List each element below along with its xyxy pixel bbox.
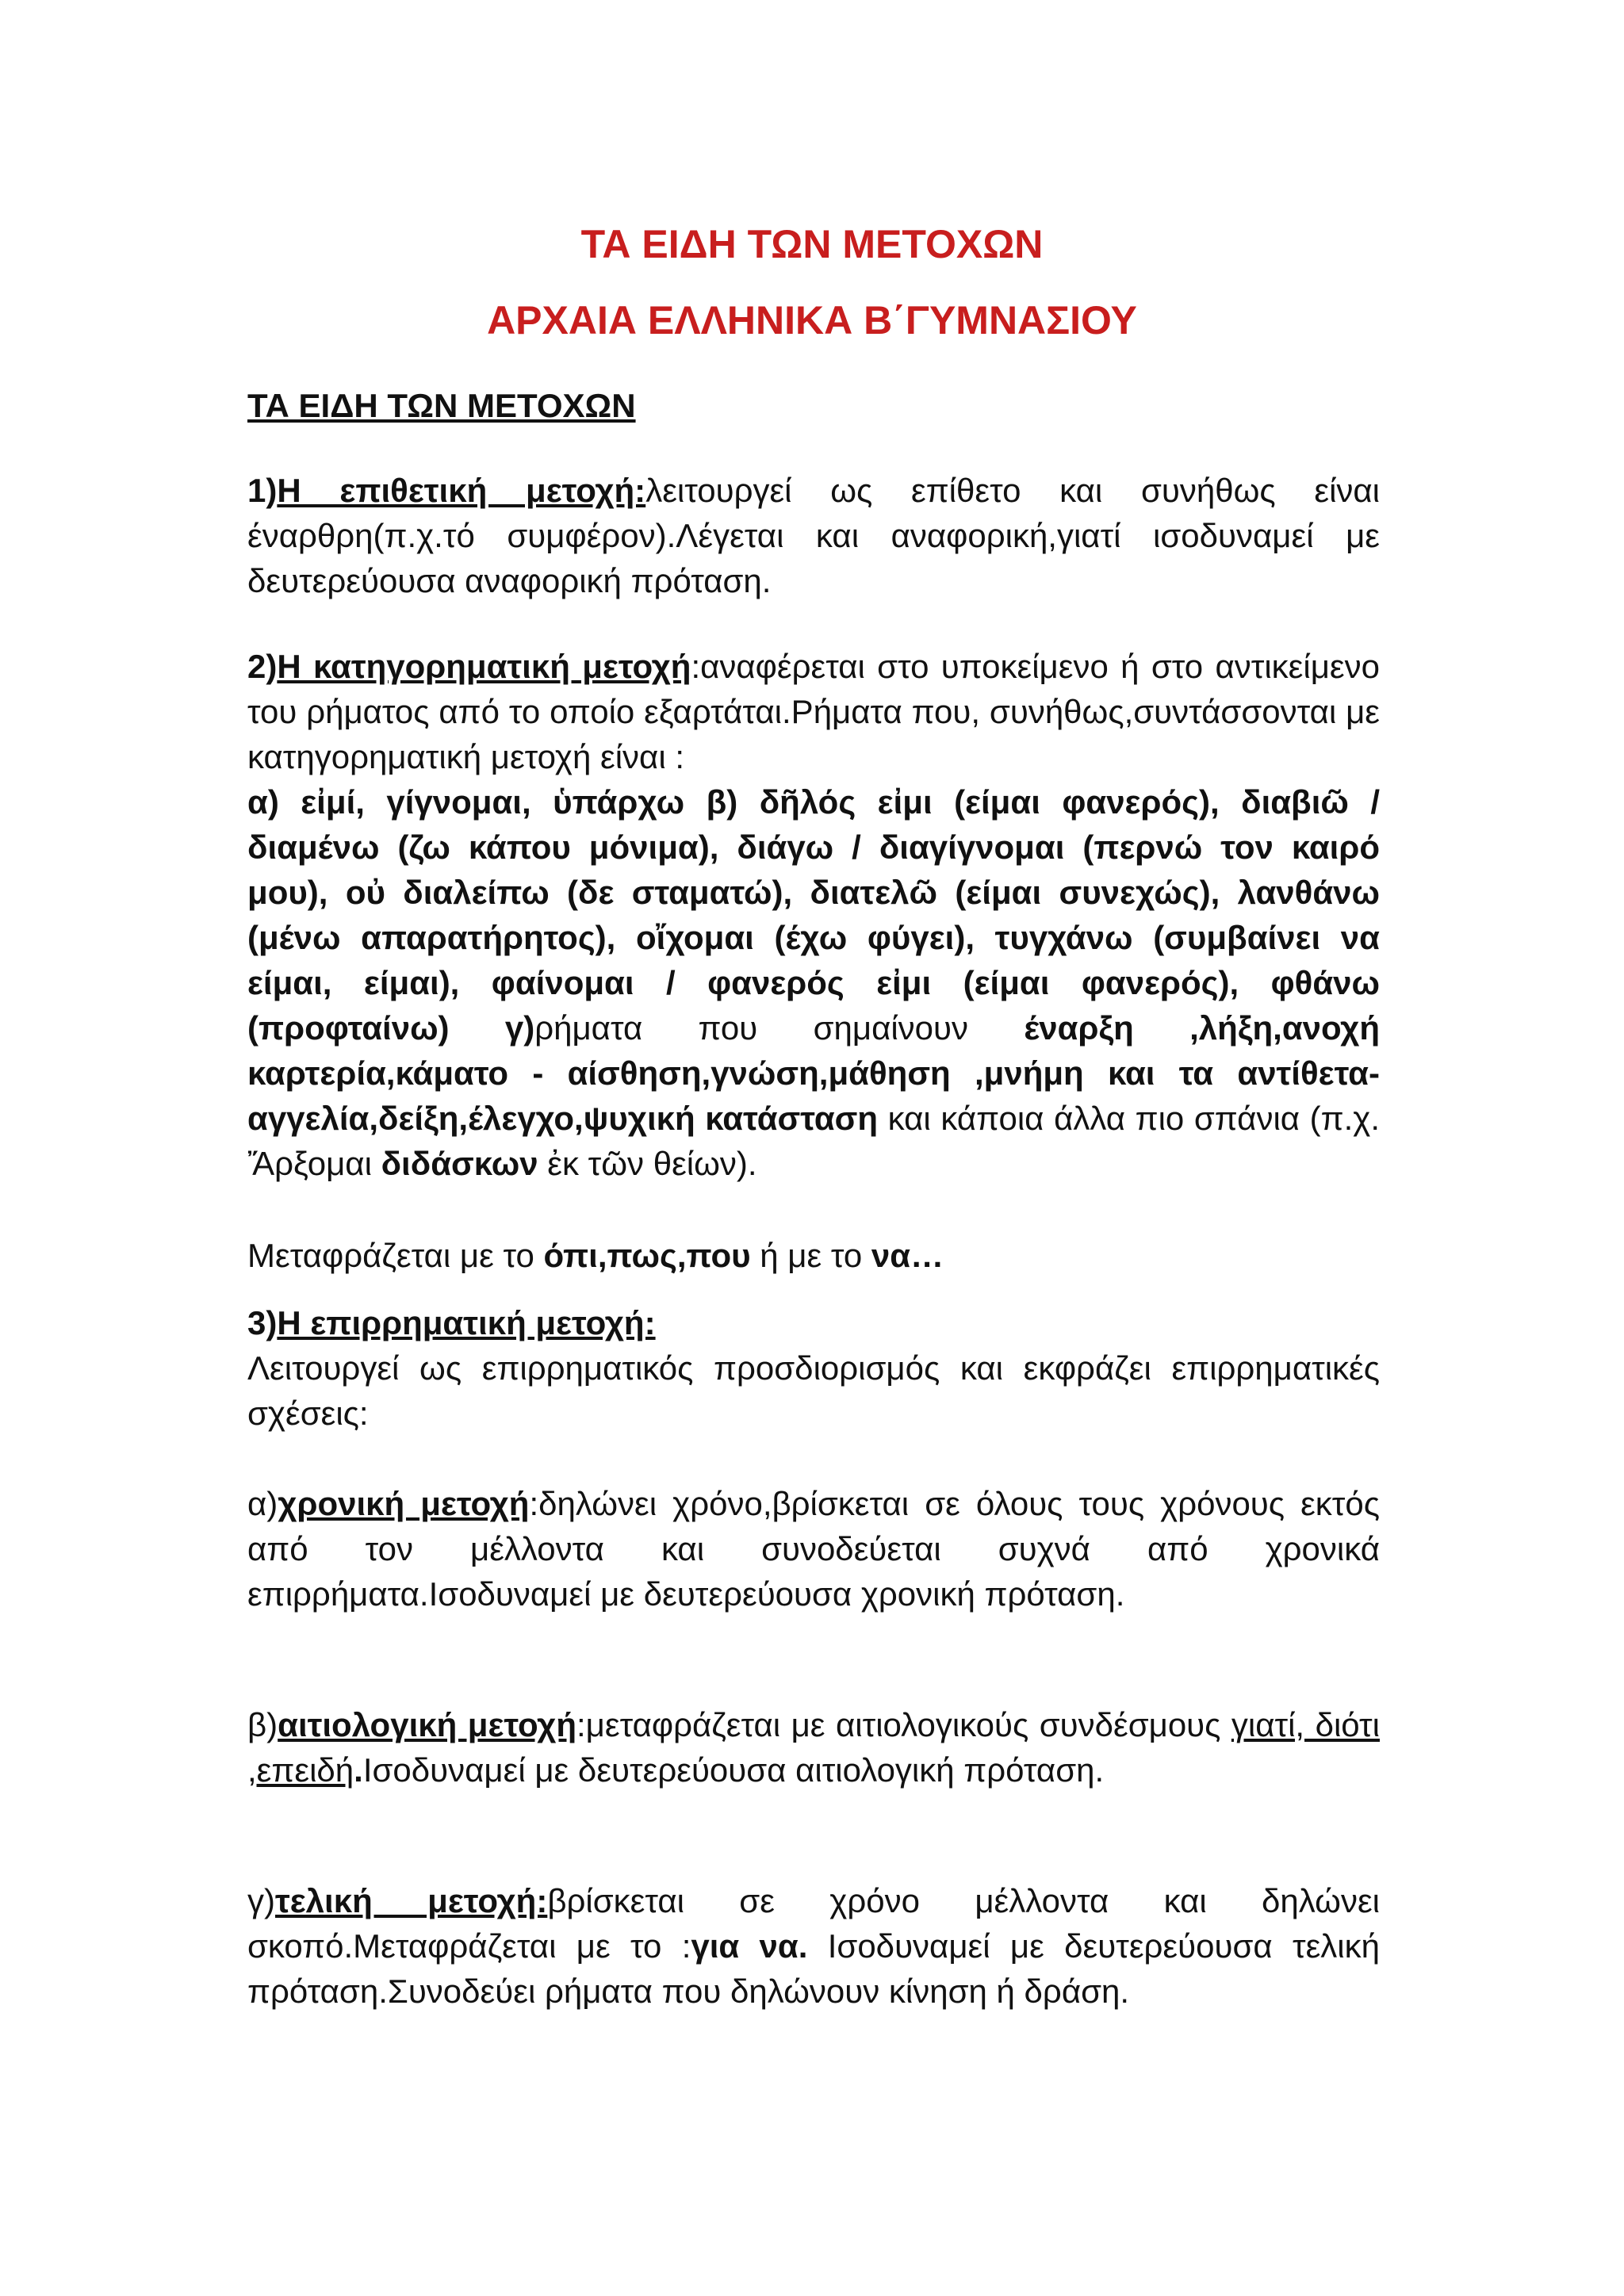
translation-na: να… [871,1237,944,1274]
verb-list [247,779,1380,1186]
section-heading: ΤΑ ΕΙΔΗ ΤΩΝ ΜΕΤΟΧΩΝ [247,387,636,424]
paragraph-text: :μεταφράζεται με αιτιολογικούς συνδέσμους [576,1706,1231,1743]
paragraph-text: λειτουργεί ως επίθετο και συνήθως είναι έναρθρη(π.χ.τό συμφέρον).Λέγεται και αναφορική,γιατί ισοδυναμεί με δευτερεύουσα αναφορική πρόταση. [247,472,1381,599]
paragraph-text: :αναφέρεται στο υποκείμενο ή στο αντικείμενο του ρήματος από το οποίο εξαρτάται.Ρήματα που, συνήθως,συντάσσονται με κατηγορηματική μετοχή είναι : [247,648,1380,775]
section-number: 3) [247,1304,278,1341]
translation-text: Μεταφράζεται με το [247,1237,544,1274]
paragraph [247,1481,1380,1617]
translation-conjunctions: όπι,πως,που [543,1237,751,1274]
paragraph-text: βρίσκεται σε χρόνο μέλλοντα και δηλώνει σκοπό.Μεταφράζεται με το : [247,1882,1380,1965]
term-temporal: χρονική μετοχή [278,1485,530,1522]
verb-list-text-2: και κάποια άλλα πιο σπάνια (π.χ. Ἄρξομαι [247,1100,1381,1182]
subsection-causal [247,1702,1380,1793]
section-predicative-participle [247,644,1380,1186]
section-number: 2) [247,648,278,685]
document-title: ΤΑ ΕΙΔΗ ΤΩΝ ΜΕΤΟΧΩΝ [580,222,1044,266]
paragraph [247,644,1380,779]
subsection-number: α) [247,1485,278,1522]
subsection-number: γ) [247,1882,275,1919]
term-adverbial: Η επιρρηματική μετοχή: [277,1304,656,1341]
term-predicative: Η κατηγορηματική μετοχή [277,648,691,685]
term-attributive: Η επιθετική μετοχή: [277,472,646,509]
paragraph [247,1702,1380,1793]
verb-list-text-3: ἐκ τῶν θείων). [538,1145,757,1182]
verb-list-text: ρήματα που σημαίνουν [534,1009,1025,1047]
subsection-number: β) [247,1706,278,1743]
paragraph-text: :δηλώνει χρόνο,βρίσκεται σε όλους τους χρόνους εκτός από τον μέλλοντα και συνοδεύεται συχνά από χρονικά επιρρήματα.Ισοδυναμεί με δευτερεύουσα χρονική πρόταση. [247,1485,1381,1613]
translation-text-2: ή με το [750,1237,871,1274]
paragraph-text: Λειτουργεί ως επιρρηματικός προσδιορισμός και εκφράζει επιρρηματικές σχέσεις: [247,1349,1380,1432]
verb-list-bold: α) εἰμί, γίγνομαι, ὑπάρχω β) δῆλός εἰμι (είμαι φανερός), διαβιῶ / διαμένω (ζω κάπου μόνιμα), διάγω / διαγίγνομαι (περνώ τον καιρό μου), οὐ διαλείπω (δε σταματώ), διατελῶ (είμαι συνεχώς), λανθάνω (μένω απαρατήρητος), οἴχομαι (έχω φύγει), τυγχάνω (συμβαίνει να είμαι, είμαι), φαίνομαι / φανερός εἰμι (είμαι φανερός), φθάνω (προφταίνω) γ) [247,783,1380,1047]
term-causal: αιτιολογική μετοχή [278,1706,576,1743]
document-subtitle: ΑΡΧΑΙΑ ΕΛΛΗΝΙΚΑ Β΄ΓΥΜΝΑΣΙΟΥ [487,298,1137,342]
paragraph [247,1878,1380,2014]
verb-list-meanings: έναρξη ,λήξη,ανοχή καρτερία,κάματο - αίσθηση,γνώση,μάθηση ,μνήμη και τα αντίθετα-αγγελία,δείξη,έλεγχο,ψυχική κατάσταση [247,1009,1380,1137]
subsection-final [247,1878,1380,2014]
paragraph [247,1300,1380,1345]
paragraph [247,1233,1380,1278]
paragraph-text-2: Ισοδυναμεί με δευτερεύουσα αιτιολογική πρόταση. [362,1751,1105,1789]
paragraph [247,468,1380,603]
paragraph-text-2: Ισοδυναμεί με δευτερεύουσα τελική πρόταση.Συνοδεύει ρήματα που δηλώνουν κίνηση ή δράση. [247,1927,1380,2010]
translation-note [247,1233,1380,1278]
section-adverbial-participle [247,1300,1380,1436]
final-conjunction: για να. [691,1927,808,1965]
causal-conjunctions: γιατί, διότι ,επειδή [247,1706,1380,1789]
period-mark: . [354,1751,363,1789]
example-word: διδάσκων [381,1145,538,1182]
section-attributive-participle [247,468,1380,603]
subsection-temporal [247,1481,1380,1617]
term-final: τελική μετοχή: [275,1882,548,1919]
section-number: 1) [247,472,278,509]
